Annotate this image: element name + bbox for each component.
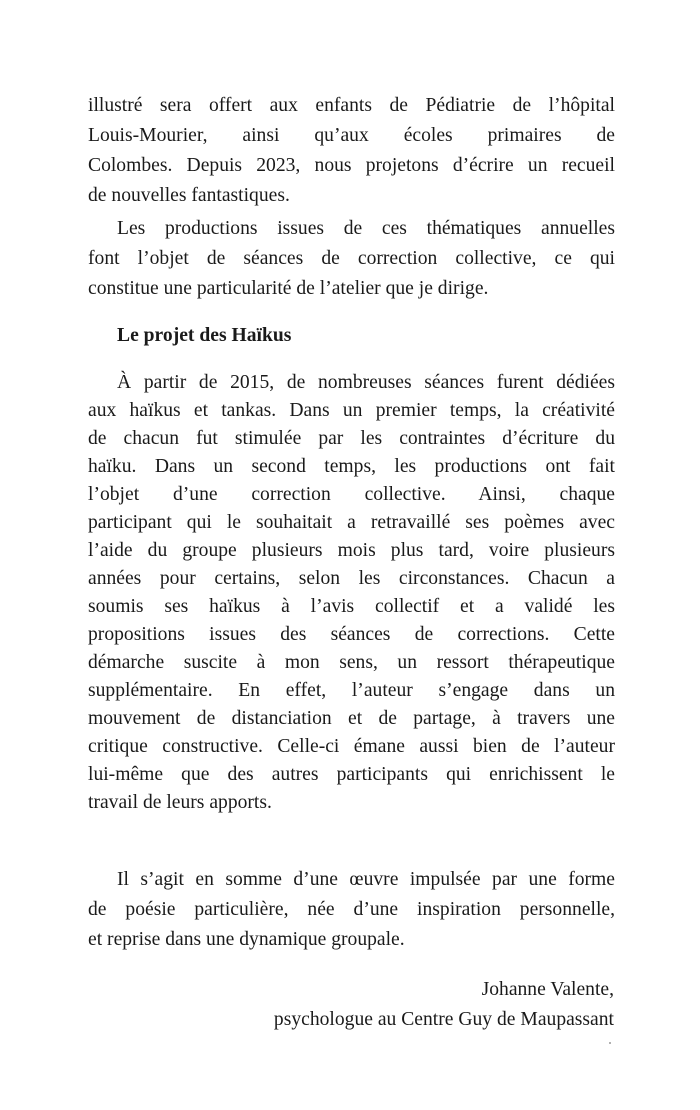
text-line: de nouvelles fantastiques. xyxy=(88,185,290,206)
text-line: années pour certains, selon les circonstances. Chacun a xyxy=(88,568,615,589)
text-line: À partir de 2015, de nombreuses séances furent dédiées xyxy=(117,372,615,393)
text-line: haïku. Dans un second temps, les productions ont fait xyxy=(88,456,615,477)
text-line: participant qui le souhaitait a retravaillé ses poèmes avec xyxy=(88,512,615,533)
text-line: aux haïkus et tankas. Dans un premier temps, la créativité xyxy=(88,400,615,421)
section-heading: Le projet des Haïkus xyxy=(117,325,292,346)
signature-name: Johanne Valente, xyxy=(481,979,614,1000)
paragraph-3 xyxy=(88,369,615,817)
page-mark xyxy=(609,1042,611,1044)
text-line: travail de leurs apports. xyxy=(88,792,272,813)
text-line: démarche suscite à mon sens, un ressort thérapeutique xyxy=(88,652,615,673)
text-line: l’objet d’une correction collective. Ainsi, chaque xyxy=(88,484,615,505)
text-line: Il s’agit en somme d’une œuvre impulsée par une forme xyxy=(117,869,615,890)
text-line: et reprise dans une dynamique groupale. xyxy=(88,929,405,950)
paragraph-4 xyxy=(88,865,615,955)
paragraph-1 xyxy=(88,91,615,211)
text-line: Colombes. Depuis 2023, nous projetons d’écrire un recueil xyxy=(88,155,615,176)
text-line: illustré sera offert aux enfants de Pédiatrie de l’hôpital xyxy=(88,95,615,116)
text-line: mouvement de distanciation et de partage, à travers une xyxy=(88,708,615,729)
text-line: de poésie particulière, née d’une inspiration personnelle, xyxy=(88,899,615,920)
text-line: Louis-Mourier, ainsi qu’aux écoles primaires de xyxy=(88,125,615,146)
text-line: propositions issues des séances de corrections. Cette xyxy=(88,624,615,645)
text-line: critique constructive. Celle-ci émane aussi bien de l’auteur xyxy=(88,736,615,757)
text-line: font l’objet de séances de correction collective, ce qui xyxy=(88,248,615,269)
text-line: Les productions issues de ces thématiques annuelles xyxy=(117,218,615,239)
paragraph-2 xyxy=(88,214,615,304)
text-line: supplémentaire. En effet, l’auteur s’engage dans un xyxy=(88,680,615,701)
signature-role: psychologue au Centre Guy de Maupassant xyxy=(273,1009,614,1030)
text-line: soumis ses haïkus à l’avis collectif et a validé les xyxy=(88,596,615,617)
text-line: l’aide du groupe plusieurs mois plus tard, voire plusieurs xyxy=(88,540,615,561)
text-line: lui-même que des autres participants qui enrichissent le xyxy=(88,764,615,785)
text-line: constitue une particularité de l’atelier que je dirige. xyxy=(88,278,489,299)
text-line: de chacun fut stimulée par les contraintes d’écriture du xyxy=(88,428,615,449)
